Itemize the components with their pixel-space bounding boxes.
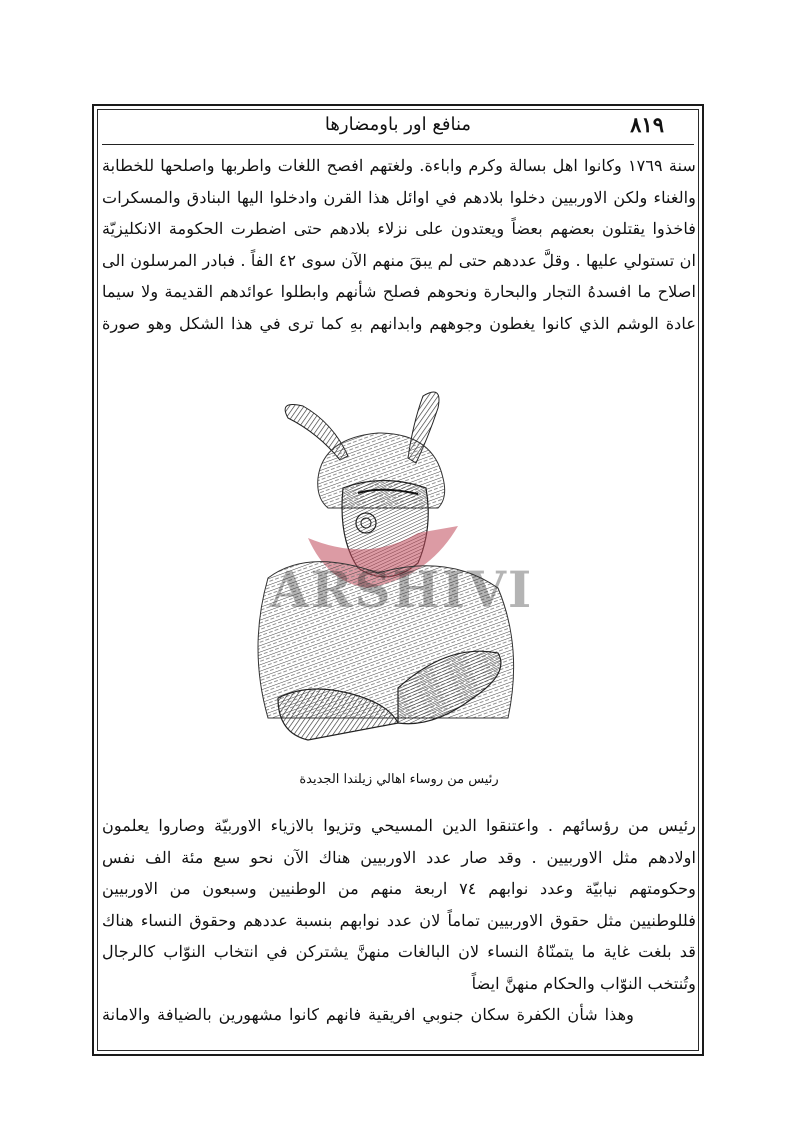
text-line: عادة الوشم الذي كانوا يغطون وجوههم وابدانهم بهِ كما ترى في هذا الشكل وهو صورة (102, 313, 696, 333)
page-header (102, 108, 694, 145)
text-line: سنة ١٧٦٩ وكانوا اهل بسالة وكرم واباءة. ولغتهم افصح اللغات واطربها واصلحها للخطابة (102, 156, 696, 175)
text-line: وحكومتهم نيابيّة وعدد نوابهم ٧٤ اربعة منهم من الوطنيين وسبعون من الاوربيين (102, 879, 696, 898)
text-line: قد بلغت غاية ما يتمنّاهُ النساء لان البالغات منهنَّ يشتركن في انتخاب النوّاب كالرجال (102, 942, 696, 961)
text-line: وتُنتخب النوّاب والحكام منهنَّ ايضاً (471, 973, 696, 993)
watermark-text: ARSHIVI (270, 560, 534, 619)
text-line: وهذا شأن الكفرة سكان جنوبي افريقية فانهم كانوا مشهورين بالضيافة والامانة (102, 1005, 634, 1024)
page-number: ٨١٩ (630, 112, 664, 137)
paragraph-bottom (102, 810, 696, 1031)
text-line: ان تستولي عليها . وقلَّ عددهم حتى لم يبقَ منهم الآن سوى ٤٢ الفاً . فبادر المرسلون الى (102, 250, 696, 270)
figure-caption: رئيس من روساء اهالي زيلندا الجديدة (299, 772, 499, 787)
running-title: منافع اور باومضارها (324, 114, 472, 135)
text-line: رئيس من رؤسائهم . واعتنقوا الدين المسيحي وتزيوا بالازياء الاوربيّة وصاروا يعلمون (102, 816, 696, 835)
text-line: والغناء ولكن الاوربيين دخلوا بلادهم في اوائل هذا القرن وادخلوا اليها البنادق والمسكرات (102, 187, 696, 207)
text-line: اصلاح ما افسدهُ التجار والبحارة ونحوهم فصلح شأنهم وابطلوا عوائدهم القديمة ولا سيما (102, 282, 696, 301)
text-line: اولادهم مثل الاوربيين . وقد صار عدد الاوربيين هناك الآن نحو سبع مئة الف نفس (102, 847, 696, 867)
paragraph-top (102, 150, 696, 339)
text-line: فاخذوا يقتلون بعضهم بعضاً ويعتدون على نزلاء بلادهم حتى اضطرت الحكومة الانكليزيّة (102, 219, 696, 238)
text-line: فللوطنيين مثل حقوق الاوربيين تماماً لان عدد نوابهم بنسبة عددهم وحقوق النساء هناك (102, 910, 696, 930)
